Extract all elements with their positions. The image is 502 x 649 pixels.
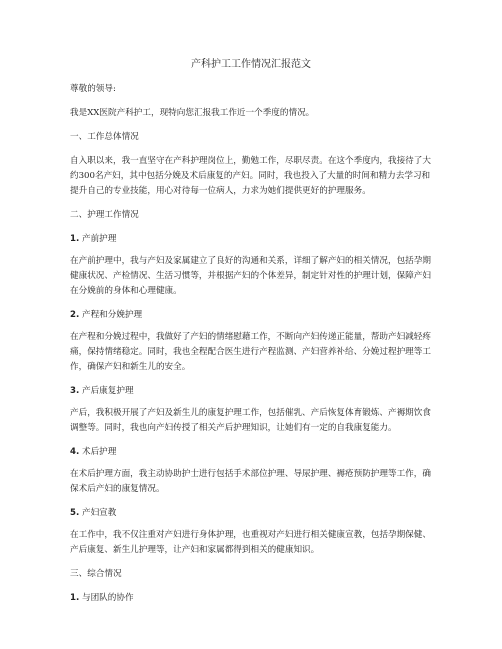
salutation: 尊敬的领导: — [70, 84, 116, 94]
subheading-label: 与团队的协作 — [81, 593, 134, 603]
subheading-label: 产前护理 — [81, 234, 117, 244]
subheading-number: 4. — [70, 447, 80, 457]
subheading-number: 3. — [70, 386, 80, 396]
section-heading-overview: 一、工作总体情况 — [70, 132, 139, 142]
section-body-overview: 自入职以来，我一直坚守在产科护理岗位上，勤勉工作，尽职尽责。在这个季度内，我接待了大约300名产妇，其中包括分娩及术后康复的产妇。同时，我也投入了大量的时间和精力去学习和提升自己的专业技能，用心对待每一位病人，力求为她们提供更好的护理服务。 — [70, 156, 431, 196]
subheading-education — [70, 506, 432, 521]
subheading-number: 1. — [70, 593, 80, 603]
paragraph-prenatal: 在产前护理中，我与产妇及家属建立了良好的沟通和关系，详细了解产妇的相关情况，包括孕期健康状况、产检情况、生活习惯等，并根据产妇的个体差异，制定针对性的护理计划，保障产妇在分娩前的身体和心理健康。 — [70, 256, 431, 296]
section-heading-nursing: 二、护理工作情况 — [70, 210, 139, 220]
subheading-number: 2. — [70, 310, 80, 320]
document-title: 产科护工工作情况汇报范文 — [191, 59, 311, 70]
subheading-postoperative — [70, 445, 432, 460]
subheading-label: 产妇宣教 — [81, 508, 117, 518]
subheading-teamwork — [70, 591, 432, 606]
intro-paragraph: 我是XX医院产科护工，现特向您汇报我工作近一个季度的情况。 — [70, 108, 315, 118]
subheading-number: 5. — [70, 508, 80, 518]
subheading-prenatal — [70, 232, 432, 247]
paragraph-postpartum: 产后，我积极开展了产妇及新生儿的康复护理工作，包括催乳、产后恢复体育锻炼、产褥期饮食调整等。同时，我也向产妇传授了相关产后护理知识，让她们有一定的自我康复能力。 — [70, 408, 431, 433]
section-heading-summary: 三、综合情况 — [70, 569, 122, 579]
subheading-number: 1. — [70, 234, 80, 244]
subheading-labor — [70, 308, 432, 323]
subheading-label: 术后护理 — [81, 447, 117, 457]
paragraph-postoperative: 在术后护理方面，我主动协助护士进行包括手术部位护理、导尿护理、褥疮预防护理等工作，确保术后产妇的康复情况。 — [70, 469, 431, 494]
subheading-label: 产程和分娩护理 — [81, 310, 143, 320]
paragraph-education: 在工作中，我不仅注重对产妇进行身体护理，也重视对产妇进行相关健康宣教，包括孕期保健、产后康复、新生儿护理等，让产妇和家属都得到相关的健康知识。 — [70, 530, 431, 555]
subheading-postpartum — [70, 384, 432, 399]
paragraph-labor: 在产程和分娩过程中，我做好了产妇的情绪慰藉工作，不断向产妇传递正能量，帮助产妇减轻疼痛，保持情绪稳定。同时，我也全程配合医生进行产程监测、产妇营养补给、分娩过程护理等工作，确保产妇和新生儿的安全。 — [70, 332, 431, 372]
subheading-label: 产后康复护理 — [81, 386, 134, 396]
